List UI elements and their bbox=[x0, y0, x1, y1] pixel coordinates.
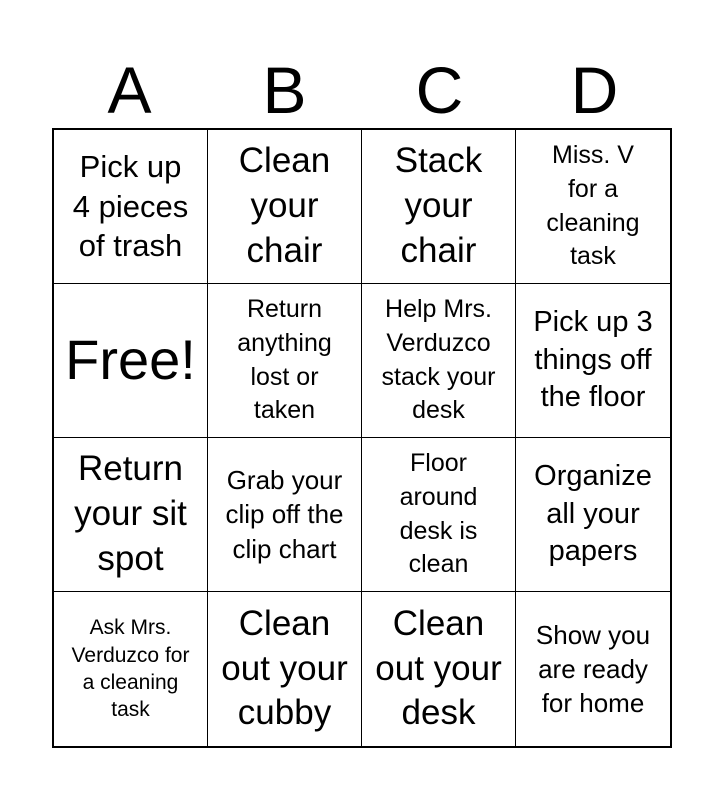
bingo-cell-a3[interactable] bbox=[54, 438, 208, 592]
bingo-cell-d1[interactable] bbox=[516, 130, 670, 284]
bingo-cell-c4[interactable] bbox=[362, 592, 516, 746]
cell-text: Pick up 3 things off the floor bbox=[533, 305, 653, 414]
bingo-header bbox=[52, 52, 672, 128]
cell-text: Return your sit spot bbox=[74, 449, 187, 578]
cell-text: Pick up 4 pieces of trash bbox=[72, 149, 189, 264]
cell-text: Clean out your desk bbox=[375, 603, 502, 733]
cell-text: Grab your clip off the clip chart bbox=[225, 465, 344, 564]
bingo-cell-d3[interactable] bbox=[516, 438, 670, 592]
bingo-cell-b1[interactable] bbox=[208, 130, 362, 284]
cell-text: Clean your chair bbox=[238, 141, 331, 270]
bingo-cell-b2[interactable] bbox=[208, 284, 362, 438]
bingo-cell-b3[interactable] bbox=[208, 438, 362, 592]
cell-text: Stack your chair bbox=[394, 141, 483, 270]
cell-text: Show you are ready for home bbox=[535, 619, 651, 719]
bingo-board bbox=[52, 128, 672, 748]
bingo-cell-a4[interactable] bbox=[54, 592, 208, 746]
cell-text: Ask Mrs. Verduzco for a cleaning task bbox=[71, 616, 190, 722]
bingo-cell-free[interactable] bbox=[54, 284, 208, 438]
cell-text: Clean out your cubby bbox=[221, 603, 348, 733]
cell-text: Free! bbox=[65, 328, 196, 392]
cell-text: Organize all your papers bbox=[534, 459, 652, 568]
bingo-cell-b4[interactable] bbox=[208, 592, 362, 746]
bingo-cell-c2[interactable] bbox=[362, 284, 516, 438]
cell-text: Return anything lost or taken bbox=[237, 295, 332, 425]
column-letter-a: A bbox=[107, 53, 152, 127]
cell-text: Floor around desk is clean bbox=[399, 449, 478, 579]
bingo-cell-c3[interactable] bbox=[362, 438, 516, 592]
bingo-cell-d4[interactable] bbox=[516, 592, 670, 746]
cell-text: Miss. V for a cleaning task bbox=[546, 141, 640, 271]
bingo-cell-a1[interactable] bbox=[54, 130, 208, 284]
bingo-cell-d2[interactable] bbox=[516, 284, 670, 438]
column-letter-d: D bbox=[570, 53, 619, 127]
cell-text: Help Mrs. Verduzco stack your desk bbox=[381, 295, 496, 425]
bingo-cell-c1[interactable] bbox=[362, 130, 516, 284]
column-letter-c: C bbox=[415, 53, 464, 127]
column-letter-b: B bbox=[262, 53, 307, 127]
